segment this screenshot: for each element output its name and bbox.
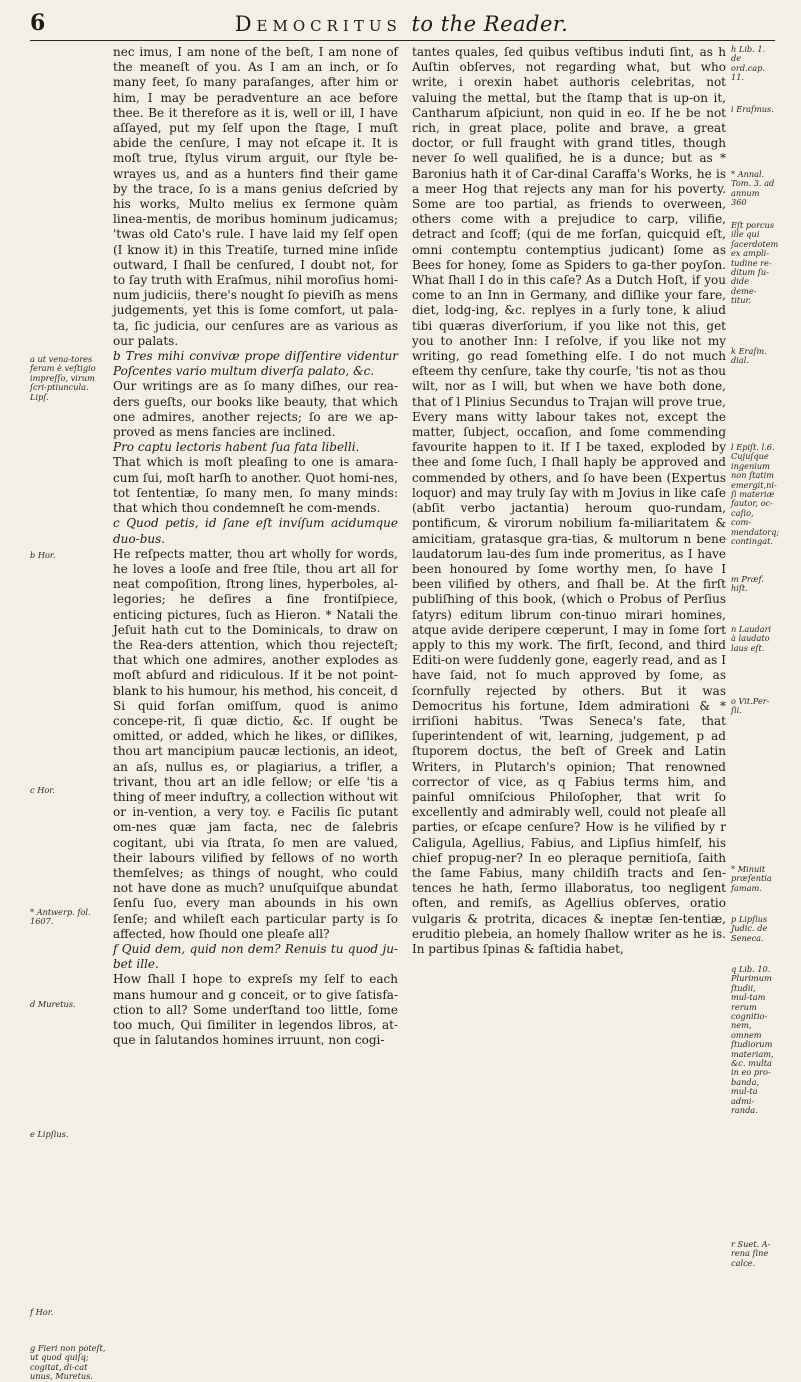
verse-quote: f Quid dem, quid non dem? Renuis tu quod ju-bet ille.: [113, 941, 398, 972]
right-text-column: [412, 45, 726, 957]
margin-note: r Suet. A-rena ſine calce.: [731, 1239, 771, 1268]
margin-note: c Hor.: [30, 785, 55, 795]
verse-quote: c Quod petis, id ſane eſt invíſum acidumque duo-bus.: [113, 516, 398, 546]
paragraph: nec imus, I am none of the beſt, I am none of the meaneſt of you. As I am an inch, or ſo many feet, ſo many paraſanges, after him or him, I may be peradventure an ace before thee. Be it therefore as it is, well or ill, I have aſſayed, put my ſelf upon the ſtage, I muſt abide the cenſure, I may not eſcape it. It is moſt true, ſtylus virum arguit, our ſtyle be-wrayes us, and as a hunters find their game by the trace, ſo is a mans genius deſcried by his works, Multo melius ex ſermone quàm linea-mentis, de moribus hominum judicamus; 'twas old Cato's rule. I have laid my ſelf open (I know it) in this Treatiſe, turned mine inſide outward, I ſhall be cenſured, I doubt not, for to ſay truth with Eraſmus, nihil moroſius homi-num judiciis, there's nought ſo pieviſh as mens judgements, yet this is ſome comfort, ut pala-ta, ſic judicia, our cenſures are as various as our palats.: [113, 45, 398, 348]
margin-note: b Hor.: [30, 550, 56, 560]
margin-note: k Eraſm. dial.: [731, 346, 767, 366]
margin-note: i Eraſmus.: [731, 104, 774, 114]
margin-note: g Fieri non poteſt, ut quod quiſq; cogitat, di-cat unus, Muretus.: [30, 1343, 106, 1382]
margin-note: * Annal. Tom. 3. ad annum 360: [731, 169, 775, 208]
margin-note: * Antwerp. fol. 1607.: [30, 907, 91, 927]
paragraph: He reſpects matter, thou art wholly for words, he loves a looſe and free ſtile, thou art all for neat compoſition, ſtrong lines, hyperboles, al-legories; he deſires a fine frontiſpiece, enticing pictures, ſuch as Hieron. * Natali the Jeſuit hath cut to the Dominicals, to draw on the Rea-ders attention, which thou rejecteſt; that which one admires, another explodes as moſt abſurd and ridiculous. If it be not point-blank to his humour, his method, his conceit, d Si quid forſan omiſſum, quod is animo concepe-rit, ſi quæ dictio, &c. If ought be omitted, or added, which he likes, or diſlikes, thou art mancipium paucæ lectionis, an ideot, an aſs, nullus es, or plagiarius, a trifler, a trivant, thou art an idle fellow; or elſe 'tis a thing of meer induſtry, a collection without wit or in-vention, a very toy. e Facilis ſic putant om-nes quæ jam facta, nec de ſalebris cogitant, ubi via ſtrata, ſo men are valued, their labours vilified by fellows of no worth themſelves; as things of nought, who could not have done as much? unuſquiſque abundat ſenſu ſuo, every man abounds in his own ſenſe; and whileſt each particular party is ſo affected, how ſhould one pleaſe all?: [113, 546, 398, 941]
header-rule: [30, 40, 775, 41]
margin-note: m Præf. hiſt.: [731, 574, 764, 594]
margin-note: o Vit.Per-ſii.: [731, 696, 770, 716]
margin-note: d Muretus.: [30, 999, 76, 1009]
paragraph: Our writings are as ſo many diſhes, our rea-ders gueſts, our books like beauty, that which one admires, another rejects; ſo are we ap-proved as mens fancies are inclined.: [113, 379, 398, 440]
paragraph: How ſhall I hope to expreſs my ſelf to each mans humour and g conceit, or to give ſatisfa-ction to all? Some underſtand too little, ſome too much, Qui ſimiliter in legendos libros, at-que in ſalutandos homines irruunt, non cogi-: [113, 972, 398, 1048]
verse-quote: Pro captu lectoris habent ſua fata libelli.: [113, 440, 360, 455]
margin-note: p Lipſius Judic. de Seneca.: [731, 914, 768, 943]
page-header: [30, 6, 773, 40]
running-title-tail: to the Reader.: [411, 12, 569, 36]
margin-note: e Lipſius.: [30, 1129, 69, 1139]
margin-note: h Lib. 1. de ord.cap. 11.: [731, 44, 766, 83]
running-title: [30, 12, 773, 36]
verse-quote: b Tres mihi convivæ prope diſſentire videntur Poſcentes vario multum diverſa palato, &c.: [113, 349, 398, 379]
margin-note: q Lib. 10. Plurimum ſtudii, mul-tam rerum cognitio-nem, omnem ſtudiorum materiam, &c. multa in eo pro-banda, mul-ta admi-randa.: [731, 964, 774, 1116]
margin-note: a ut vena-tores feram è veſtigio impreſſo, virum ſcri-ptiuncula. Lipſ.: [30, 354, 96, 402]
paragraph: tantes quales, ſed quibus veſtibus induti ſint, as h Auſtin obſerves, not regarding what, but who write, i orexin habet authoris celebritas, not valuing the mettal, but the ſtamp that is up-on it, Cantharum aſpiciunt, non quid in eo. If he be not rich, in great place, polite and brave, a great doctor, or full fraught with grand titles, though never ſo well qualified, he is a dunce; but as * Baronius hath it of Car-dinal Caraffa's Works, he is a meer Hog that rejects any man for his poverty. Some are too partial, as friends to overween, others come with a prejudice to carp, vilifie, detract and ſcoff; (qui de me forſan, quicquid eſt, omni contemptu contemptius judicant) ſome as Bees for honey, ſome as Spiders to ga-ther poyſon. What ſhall I do in this caſe? As a Dutch Hoſt, if you come to an Inn in Germany, and diſlike your fare, diet, lodg-ing, &c. replyes in a ſurly tone, k aliud tibi quæras diverſorium, if you like not this, get you to another Inn: I reſolve, if you like not my writing, go read ſomething elſe. I do not much eſteem thy cenſure, take thy courſe, 'tis not as thou wilt, nor as I will, but when we have both done, that of l Plinius Secundus to Trajan will prove true, Every mans witty labour takes not, except the matter, ſubject, occaſion, and ſome commending favourite happen to it. If I be taxed, exploded by thee and ſome ſuch, I ſhall haply be approved and commended by others, and ſo have been (Expertus loquor) and may truly ſay with m Jovius in like caſe (abſit verbo jactantia) heroum quo-rundam, pontificum, & virorum nobilium fa-miliaritatem & amicitiam, gratasque gra-tias, & multorum n bene laudatorum lau-des ſum inde promeritus, as I have been honoured by ſome worthy men, ſo have I been vilified by others, and ſhall be. At the firſt publiſhing of this book, (which o Probus of Perſius ſatyrs) editum librum con-tinuo mirari homines, atque avide deripere cœperunt, I may in ſome ſort apply to this my work. The firſt, ſecond, and third Editi-on were ſuddenly gone, eagerly read, and as I have ſaid, not ſo much approved by ſome, as ſcornfully rejected by others. But it was Democritus his fortune, Idem admirationi & * irriſioni habitus. 'Twas Seneca's fate, that ſuperintendent of wit, learning, judgement, p ad ſtuporem doctus, the beſt of Greek and Latin Writers, in Plutarch's opinion; That renowned corrector of vice, as q Fabius terms him, and painful omniſcious Philoſopher, that writ ſo excellently and admirably well, could not pleaſe all parties, or eſcape cenſure? How is he vilified by r Caligula, Agellius, Fabius, and Lipſius himſelf, his chief propug-ner? In eo pleraque pernitioſa, ſaith the ſame Fabius, many childiſh tracts and ſen-tences he hath, ſermo illaboratus, too negligent often, and remiſs, as Agellius obſerves, oratio vulgaris & protrita, dicaces & ineptæ ſen-tentiæ, eruditio plebeia, an homely ſhallow writer as he is. In partibus ſpinas & faſtidia habet,: [412, 45, 726, 956]
left-text-column: [113, 45, 398, 1048]
margin-note: n Laudari à laudato laus eſt.: [731, 624, 772, 653]
paragraph: That which is moſt pleaſing to one is amara-cum ſui, moſt harſh to another. Quot homi-nes, tot ſententiæ, ſo many men, ſo many minds: that which thou condemneſt he com-mends.: [113, 455, 398, 516]
margin-note: f Hor.: [30, 1307, 54, 1317]
margin-note: * Minuit præſentia famam.: [731, 864, 772, 893]
margin-note: Eſt porcus ille qui ſacerdotem ex ampli-tudine re-ditum ſu-dide deme-titur.: [731, 220, 779, 306]
page-number: 6: [30, 10, 46, 36]
margin-note: l Epiſt. l.6. Cujuſque ingenium non ſtatim emergit,ni-ſi materiæ fautor, oc-caſio, com-mendatorq; contingat.: [731, 442, 780, 547]
running-title-main: Democritus: [234, 12, 402, 36]
